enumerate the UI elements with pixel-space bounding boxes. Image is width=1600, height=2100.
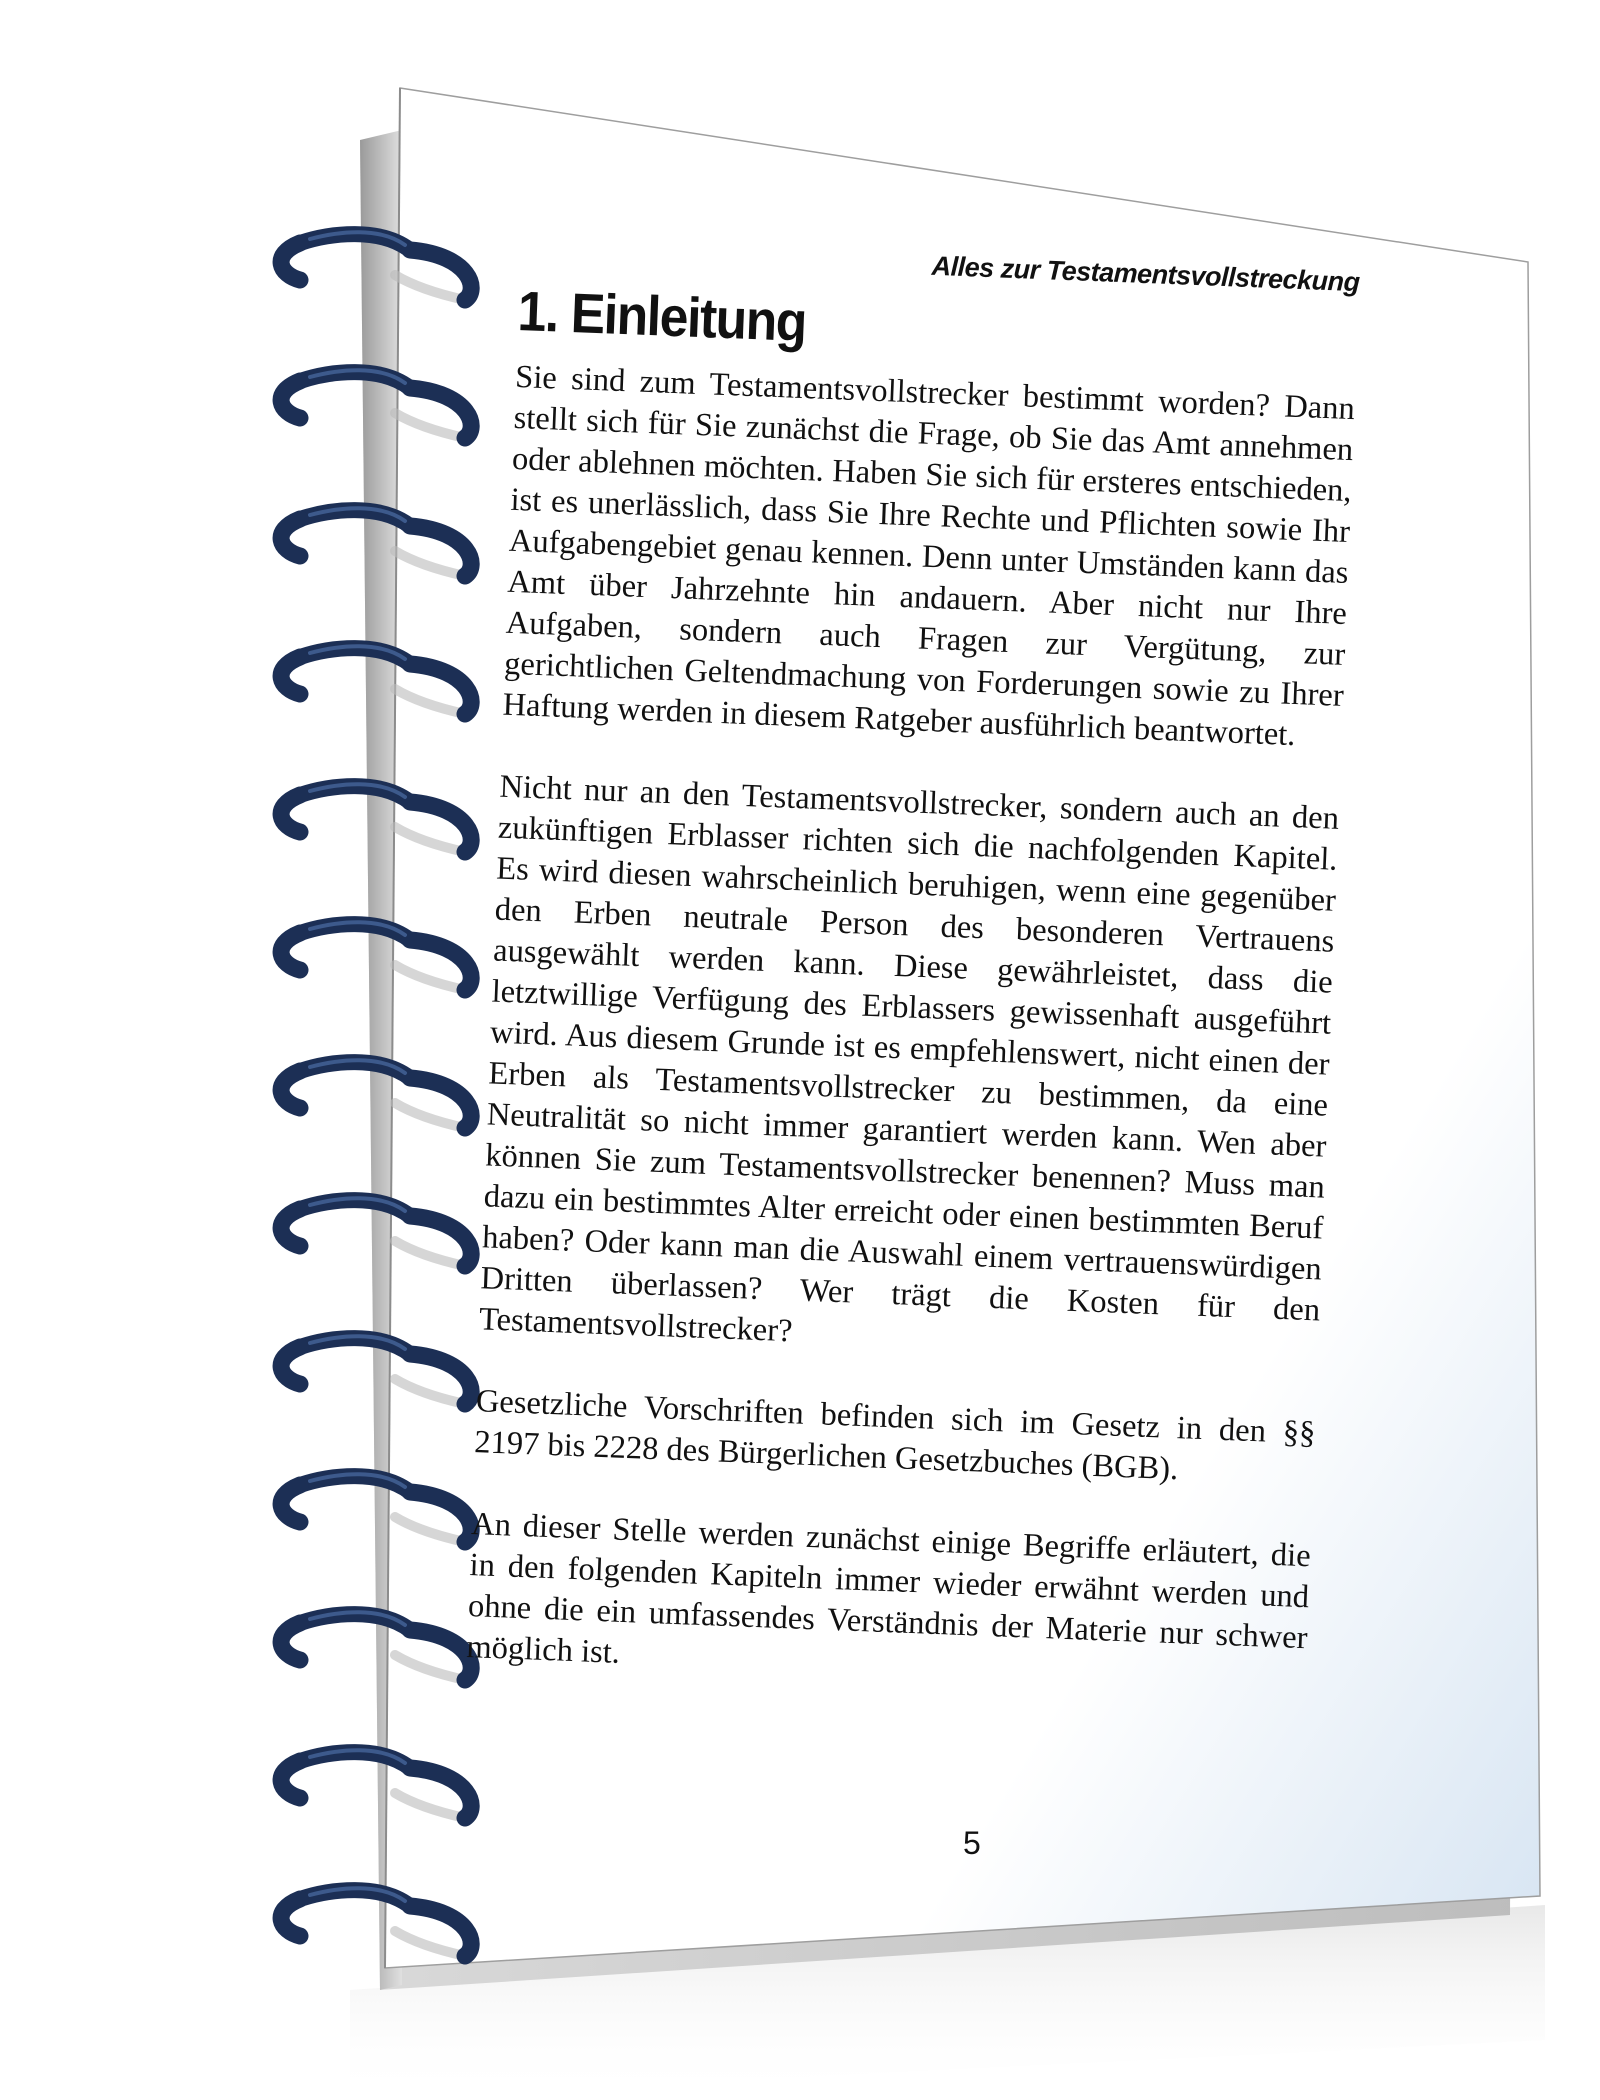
running-header: Alles zur Testamentsvollstreckung [931,250,1361,298]
paragraph-2: Nicht nur an den Testamentsvollstrecker, sondern auch an den zukünftigen Erblasser richten sich die nachfolgenden Kapitel. Es wird diesen wahrscheinlich beruhigen, wenn eine gegenüber den Erben neutrale Person des besonderen Vertrauens ausgewählt werden kann. Diese gewährleistet, dass die letztwillige Verfügung des Erblassers gewissenhaft ausgeführt wird. Aus diesem Grunde ist es empfehlenswert, nicht einen der Erben als Testamentsvollstrecker zu bestimmen, da eine Neutralität so nicht immer garantiert werden kann. Wen aber können Sie zum Testamentsvollstrecker benennen? Muss man dazu ein bestimmtes Alter erreicht oder einen bestimmten Beruf haben? Oder kann man die Auswahl einem vertrauenswürdigen Dritten überlassen? Wer trägt die Kosten für den Testamentsvollstrecker? [478,768,1340,1350]
paragraph-4: An dieser Stelle werden zunächst einige Begriffe erläutert, die in den folgenden Kapiteln immer wieder erwähnt werden und ohne die ein umfassendes Verständnis der Materie nur schwer möglich ist. [465,1506,1312,1671]
page-number: 5 [963,1825,981,1861]
page-text-area [464,250,1361,1741]
chapter-title: 1. Einleitung [516,278,808,354]
paragraph-1: Sie sind zum Testamentsvollstrecker bestimmt worden? Dann stellt sich für Sie zunächst die Frage, ob Sie das Amt annehmen oder ablehnen möchten. Haben Sie sich für ersteres entschieden, ist es unerlässlich, dass Sie Ihre Rechte und Pflichten sowie Ihr Aufgabengebiet genau kennen. Denn unter Umständen kann das Amt über Jahrzehnte hin andauern. Aber nicht nur Ihre Aufgaben, sondern auch Fragen zur Vergütung, zur gerichtlichen Geltendmachung von Forderungen sowie zu Ihrer Haftung werden in diesem Ratgeber ausführlich beantwortet. [502,358,1356,754]
paragraph-3: Gesetzliche Vorschriften befinden sich im Gesetz in den §§ 2197 bis 2228 des Bürgerlichen Gesetzbuches (BGB). [473,1383,1317,1488]
